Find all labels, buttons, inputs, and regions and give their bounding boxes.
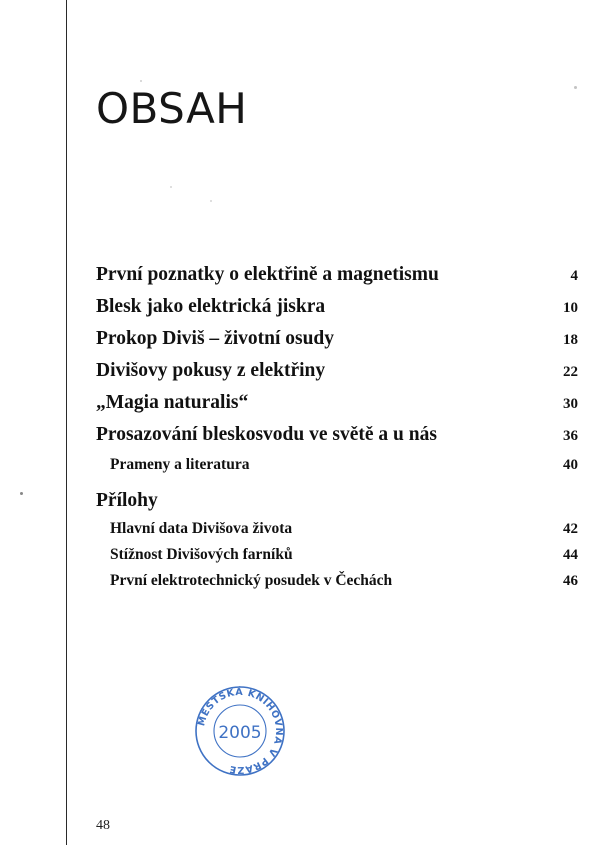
toc-entry-title: Prameny a literatura (110, 456, 250, 473)
toc-entry[interactable] (96, 264, 578, 296)
stamp-ring-text: MĚSTSKÁ KNIHOVNA V PRAZE (196, 686, 285, 776)
scan-speck (170, 186, 172, 188)
scan-speck (20, 492, 23, 495)
page-edge-line (66, 0, 67, 845)
toc-entry-title: Stížnost Divišových farníků (110, 546, 293, 563)
toc-entry-page: 30 (563, 396, 578, 412)
toc-entry[interactable] (96, 424, 578, 456)
toc-entry[interactable] (96, 572, 578, 598)
toc-entry[interactable] (96, 328, 578, 360)
stamp-year: 2005 (218, 723, 262, 743)
toc-entry-page: 22 (563, 364, 578, 380)
toc-entry-page: 36 (563, 428, 578, 444)
toc-entry-page: 4 (570, 268, 578, 284)
toc-entry-title: První elektrotechnický posudek v Čechách (110, 572, 393, 589)
toc-entry-page: 42 (563, 521, 578, 537)
toc-entry-title: Prosazování bleskosvodu ve světě a u nás (96, 424, 437, 445)
toc-entry-page: 44 (563, 547, 578, 563)
scan-speck (210, 200, 212, 202)
toc-entry-page: 18 (563, 332, 578, 348)
toc-entry-title: Divišovy pokusy z elektřiny (96, 360, 326, 381)
scan-speck (574, 86, 577, 89)
toc-entry-page: 10 (563, 300, 578, 316)
toc-entry[interactable] (96, 546, 578, 572)
toc-entry-page: 46 (563, 573, 578, 589)
page-heading: OBSAH (96, 84, 248, 133)
toc-entry[interactable] (96, 392, 578, 424)
scan-speck (140, 80, 142, 82)
toc-entry-title: První poznatky o elektřině a magnetismu (96, 264, 439, 285)
toc-entry-title: Hlavní data Divišova života (110, 520, 293, 537)
toc-entry[interactable] (96, 520, 578, 546)
toc-section-title: Přílohy (96, 490, 158, 511)
table-of-contents (96, 264, 578, 598)
toc-entry-title: Prokop Diviš – životní osudy (96, 328, 335, 349)
toc-entry[interactable] (96, 296, 578, 328)
toc-entry-page: 40 (563, 457, 578, 473)
toc-entry-title: Blesk jako elektrická jiskra (96, 296, 326, 317)
toc-section-appendix (96, 490, 578, 520)
library-stamp (188, 684, 292, 778)
toc-entry-sources[interactable] (96, 456, 578, 482)
page-number: 48 (96, 818, 110, 833)
toc-entry-title: „Magia naturalis“ (96, 392, 249, 413)
toc-entry[interactable] (96, 360, 578, 392)
